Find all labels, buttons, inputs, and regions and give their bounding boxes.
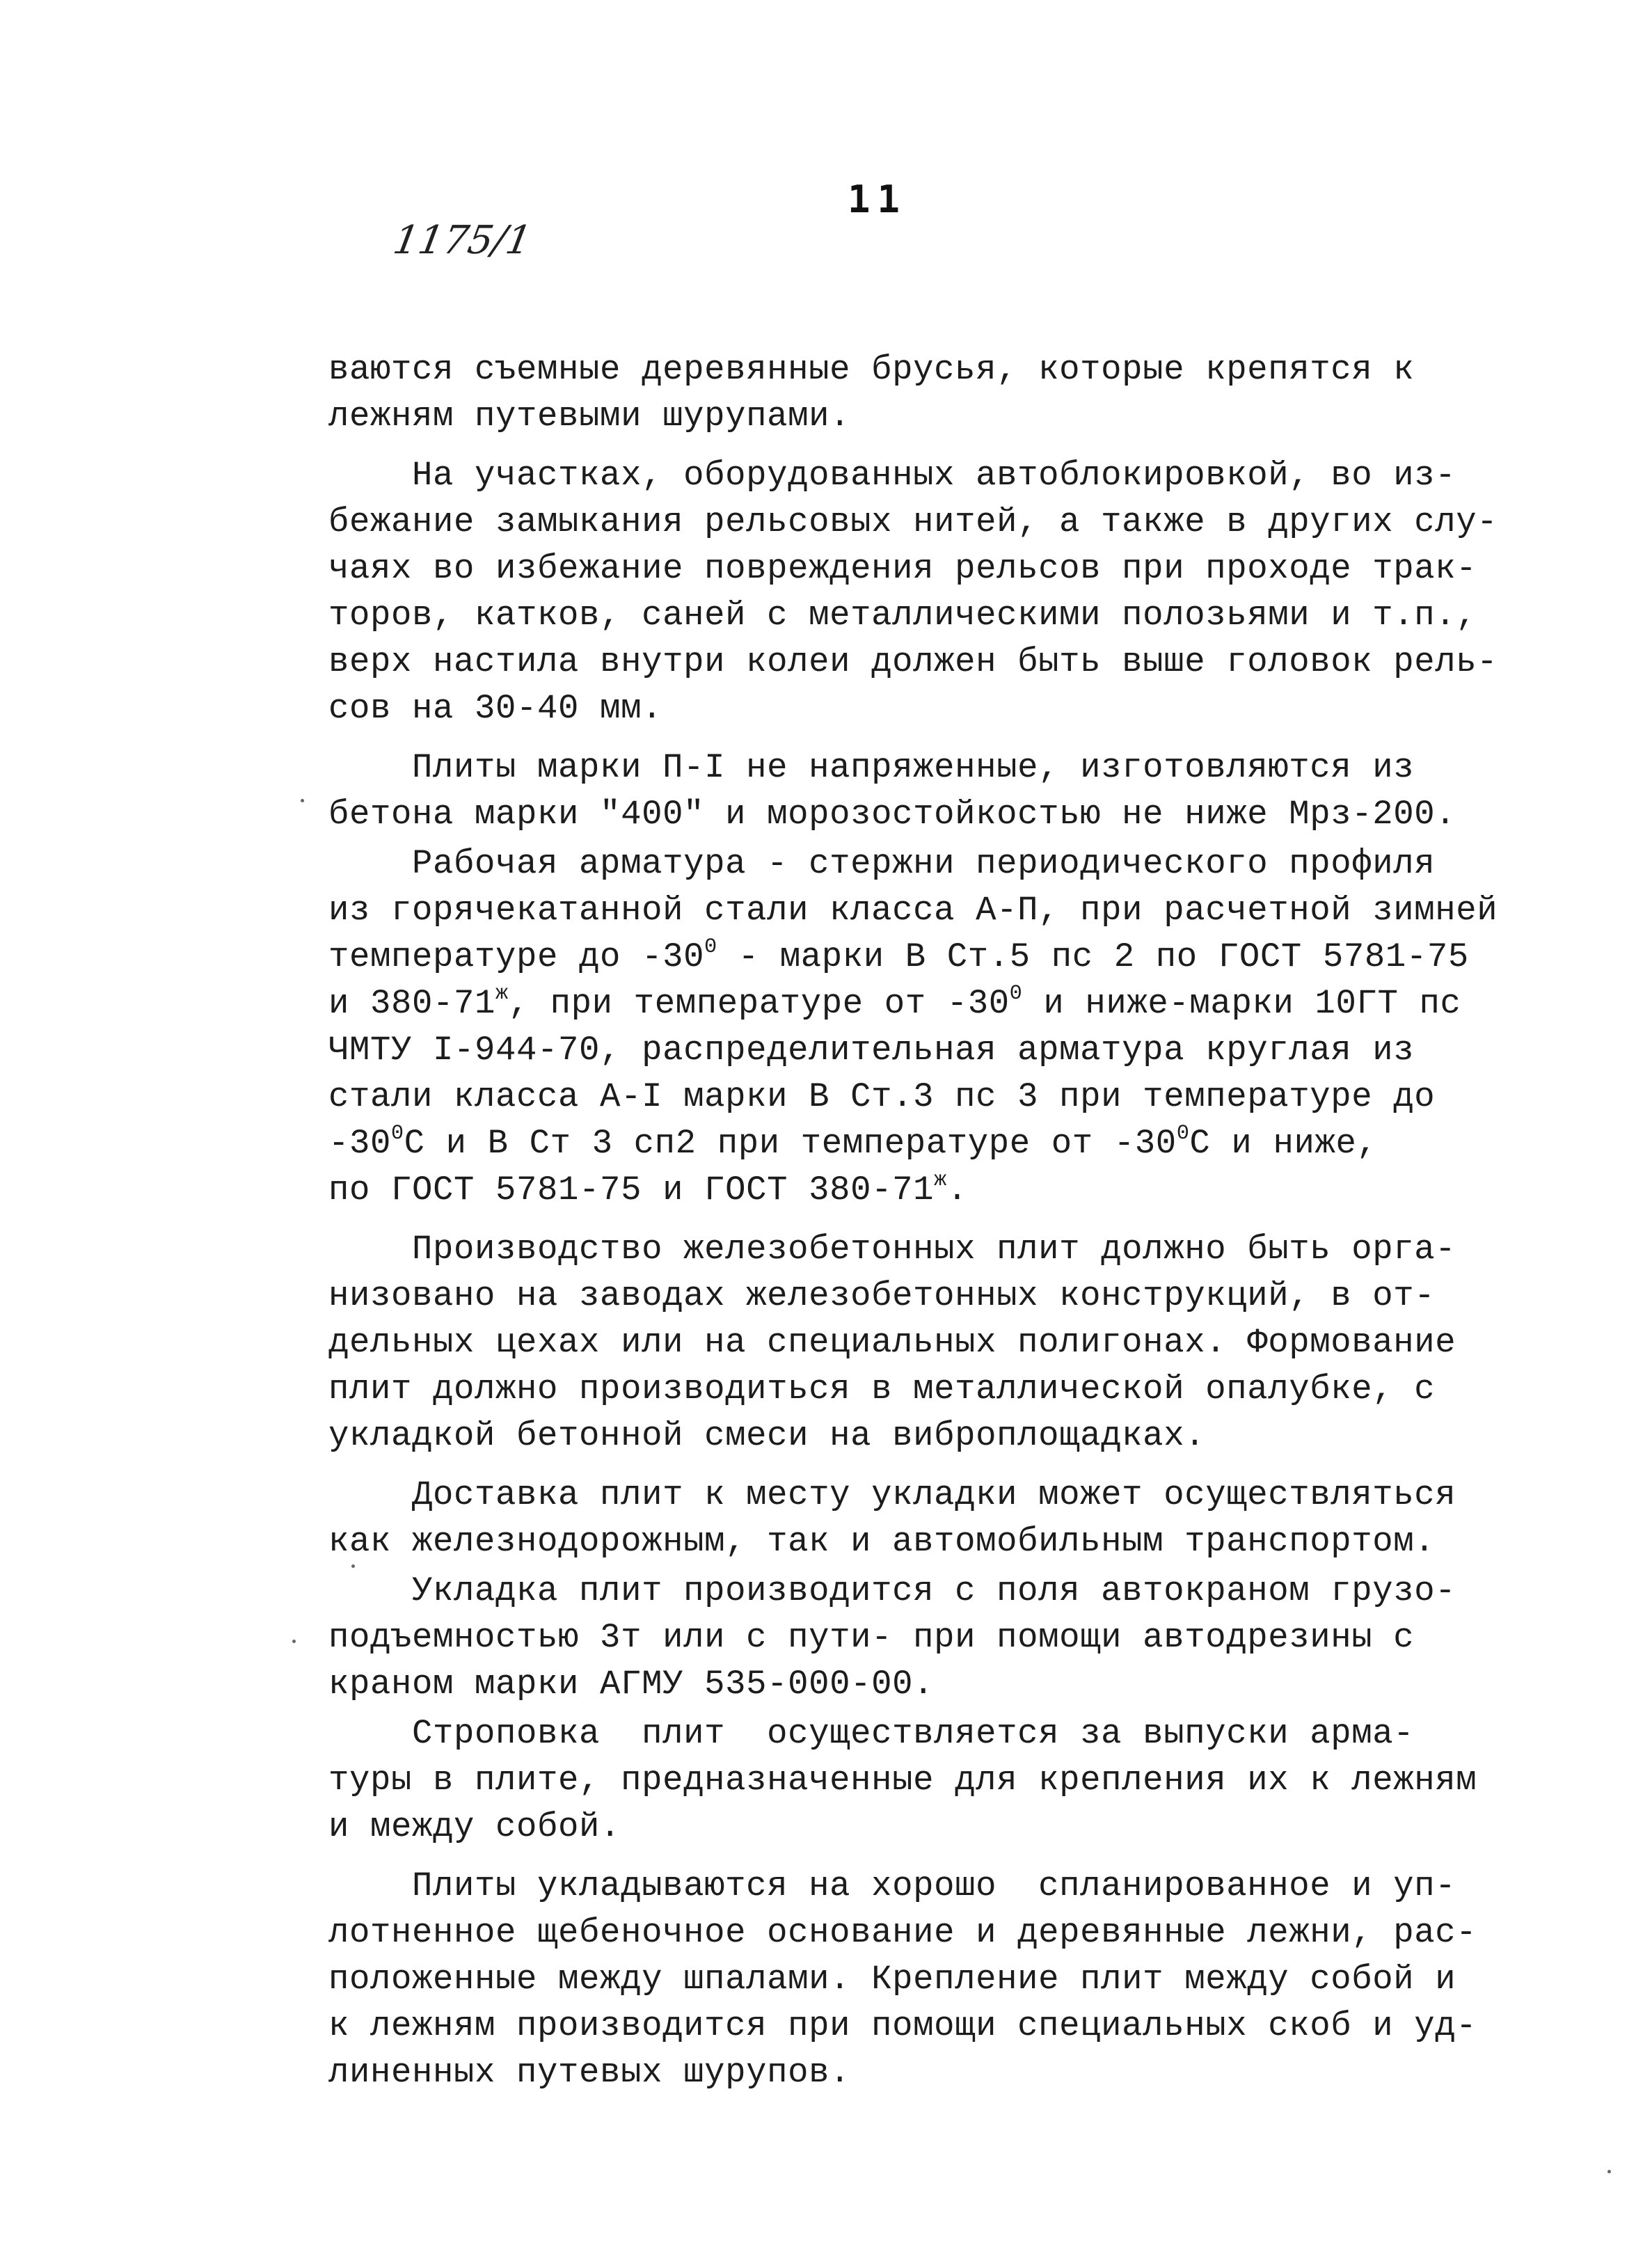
- text-span: температуре до -30: [328, 937, 705, 976]
- scan-speck: [301, 799, 304, 802]
- scan-speck: [292, 1640, 296, 1643]
- text-line: [328, 934, 1469, 981]
- page-number: 11: [848, 177, 907, 221]
- text-line: Доставка плит к месту укладки может осуществляться: [328, 1475, 1456, 1514]
- text-line: плит должно производиться в металлической опалубке, с: [328, 1370, 1436, 1409]
- text-line: Рабочая арматура - стержни периодического профиля: [328, 844, 1436, 883]
- superscript: ж: [495, 982, 509, 1006]
- text-line: лотненное щебеночное основание и деревянные лежни, рас-: [328, 1913, 1477, 1952]
- handwritten-document-number: 1175/1: [390, 218, 535, 263]
- text-line: ваются съемные деревянные брусья, которые крепятся к: [328, 350, 1415, 389]
- text-line: Строповка плит осуществляется за выпуски арма-: [328, 1714, 1415, 1753]
- text-line: дельных цехах или на специальных полигонах. Формование: [328, 1323, 1456, 1362]
- text-line: краном марки АГМУ 535-000-00.: [328, 1665, 935, 1704]
- paragraph-gap: [328, 440, 1400, 452]
- superscript: 0: [1009, 982, 1023, 1006]
- text-span: - марки В Ст.5 пс 2 по ГОСТ 5781-75: [717, 937, 1469, 976]
- paragraph-gap: [328, 1214, 1400, 1226]
- text-line: низовано на заводах железобетонных конструкций, в от-: [328, 1276, 1436, 1315]
- text-line: Плиты марки П-I не напряженные, изготовляются из: [328, 748, 1415, 787]
- text-line: и между собой.: [328, 1807, 621, 1846]
- text-line: [328, 1167, 1400, 1214]
- paragraph-gap: [328, 732, 1400, 745]
- text-span: .: [946, 1171, 968, 1210]
- superscript: 0: [704, 935, 717, 959]
- text-line: положенные между шпалами. Крепление плит между собой и: [328, 1960, 1456, 1999]
- text-line: как железнодорожным, так и автомобильным транспортом.: [328, 1522, 1436, 1561]
- text-span: С и ниже,: [1189, 1124, 1378, 1163]
- text-span: -30: [328, 1124, 392, 1163]
- text-line: На участках, оборудованных автоблокировкой, во из-: [328, 456, 1456, 495]
- text-line: сов на 30-40 мм.: [328, 689, 663, 728]
- text-span: , при температуре от -30: [508, 984, 1010, 1023]
- scan-speck: [351, 1564, 355, 1568]
- text-span: и ниже-марки 10ГТ пс: [1022, 984, 1461, 1023]
- text-line: из горячекатанной стали класса А-П, при расчетной зимней: [328, 891, 1498, 930]
- paragraph-gap: [328, 1459, 1400, 1472]
- text-line: Производство железобетонных плит должно быть орга-: [328, 1230, 1456, 1269]
- superscript: 0: [391, 1122, 404, 1145]
- text-line: Укладка плит производится с поля автокраном грузо-: [328, 1571, 1456, 1610]
- text-line: Плиты укладываются на хорошо спланированное и уп-: [328, 1866, 1456, 1905]
- text-line: ЧМТУ I-944-70, распределительная арматура круглая из: [328, 1031, 1415, 1070]
- text-span: С и В Ст 3 сп2 при температуре от -30: [404, 1124, 1177, 1163]
- text-line: бежание замыкания рельсовых нитей, а также в других слу-: [328, 502, 1498, 541]
- text-line: туры в плите, предназначенные для крепления их к лежням: [328, 1761, 1477, 1800]
- text-line: лежням путевыми шурупами.: [328, 397, 851, 436]
- text-line: чаях во избежание повреждения рельсов при проходе трак-: [328, 549, 1477, 588]
- text-line: подъемностью 3т или с пути- при помощи автодрезины с: [328, 1618, 1415, 1657]
- text-line: укладкой бетонной смеси на виброплощадках.: [328, 1416, 1206, 1455]
- text-line: торов, катков, саней с металлическими полозьями и т.п.,: [328, 596, 1477, 635]
- document-body: [328, 347, 1498, 2096]
- text-line: бетона марки "400" и морозостойкостью не ниже Мрз-200.: [328, 795, 1456, 834]
- text-line: [328, 1120, 1400, 1167]
- paragraph-gap: [328, 1850, 1400, 1863]
- text-span: по ГОСТ 5781-75 и ГОСТ 380-71: [328, 1171, 935, 1210]
- text-line: [328, 981, 1461, 1027]
- text-line: к лежням производится при помощи специальных скоб и уд-: [328, 2006, 1477, 2045]
- text-span: и 380-71: [328, 984, 496, 1023]
- superscript: ж: [934, 1168, 947, 1192]
- text-line: верх настила внутри колеи должен быть выше головок рель-: [328, 642, 1498, 681]
- text-line: стали класса А-I марки В Ст.3 пс 3 при температуре до: [328, 1077, 1436, 1116]
- scan-speck: [1607, 2170, 1611, 2173]
- text-line: линенных путевых шурупов.: [328, 2053, 851, 2092]
- superscript: 0: [1176, 1122, 1190, 1145]
